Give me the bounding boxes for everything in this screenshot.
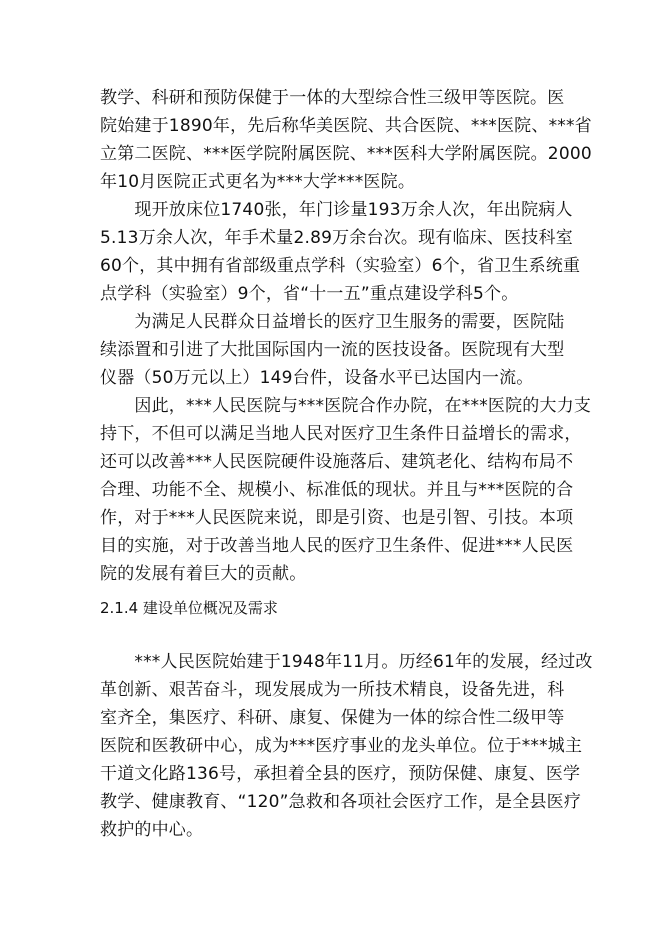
text-line: 现开放床位1740张，年门诊量193万余人次，年出院病人 [100, 200, 573, 220]
text-line: 院的发展有着巨大的贡献。 [100, 564, 307, 584]
text-line: 60个，其中拥有省部级重点学科（实验室）6个，省卫生系统重 [100, 256, 581, 276]
text-line: 持下，不但可以满足当地人民对医疗卫生条件日益增长的需求， [100, 424, 582, 444]
text-line: 仪器（50万元以上）149台件，设备水平已达国内一流。 [100, 368, 534, 388]
text-line: 续添置和引进了大批国际国内一流的医技设备。医院现有大型 [100, 340, 565, 360]
text-line: 因此，***人民医院与***医院合作办院，在***医院的大力支 [100, 396, 592, 416]
text-line: ***人民医院始建于1948年11月。历经61年的发展，经过改 [100, 652, 593, 672]
text-line: 还可以改善***人民医院硬件设施落后、建筑老化、结构布局不 [100, 452, 574, 472]
text-line: 为满足人民群众日益增长的医疗卫生服务的需要，医院陆 [100, 312, 565, 332]
text-line: 目的实施，对于改善当地人民的医疗卫生条件、促进***人民医 [100, 536, 574, 556]
text-line: 院始建于1890年，先后称华美医院、共合医院、***医院、***省 [100, 116, 592, 136]
paragraph-hospital-scale [100, 196, 581, 308]
text-line: 革创新、艰苦奋斗，现发展成为一所技术精良，设备先进，科 [100, 680, 565, 700]
text-line: 合理、功能不全、规模小、标准低的现状。并且与***医院的合 [100, 480, 574, 500]
text-line: 教学、健康教育、“120”急救和各项社会医疗工作，是全县医疗 [100, 792, 582, 812]
text-line: 点学科（实验室）9个，省“十一五”重点建设学科5个。 [100, 284, 519, 304]
text-line: 救护的中心。 [100, 820, 204, 840]
text-line: 室齐全，集医疗、科研、康复、保健为一体的综合性二级甲等 [100, 708, 565, 728]
text-line: 教学、科研和预防保健于一体的大型综合性三级甲等医院。医 [100, 88, 565, 108]
paragraph-cooperation [100, 392, 592, 588]
text-line: 作，对于***人民医院来说，即是引资、也是引智、引技。本项 [100, 508, 574, 528]
text-line: 年10月医院正式更名为***大学***医院。 [100, 172, 416, 192]
text-line: 医院和医教研中心，成为***医疗事业的龙头单位。位于***城主 [100, 736, 583, 756]
paragraph-equipment [100, 308, 570, 392]
text-line: 5.13万余人次，年手术量2.89万余台次。现有临床、医技科室 [100, 228, 573, 248]
paragraph-hospital-history [100, 84, 592, 196]
text-line: 立第二医院、***医学院附属医院、***医科大学附属医院。2000 [100, 144, 592, 164]
text-line: 干道文化路136号，承担着全县的医疗，预防保健、康复、医学 [100, 764, 581, 784]
paragraph-unit-overview [100, 648, 593, 844]
section-heading: 2.1.4 建设单位概况及需求 [100, 599, 278, 617]
